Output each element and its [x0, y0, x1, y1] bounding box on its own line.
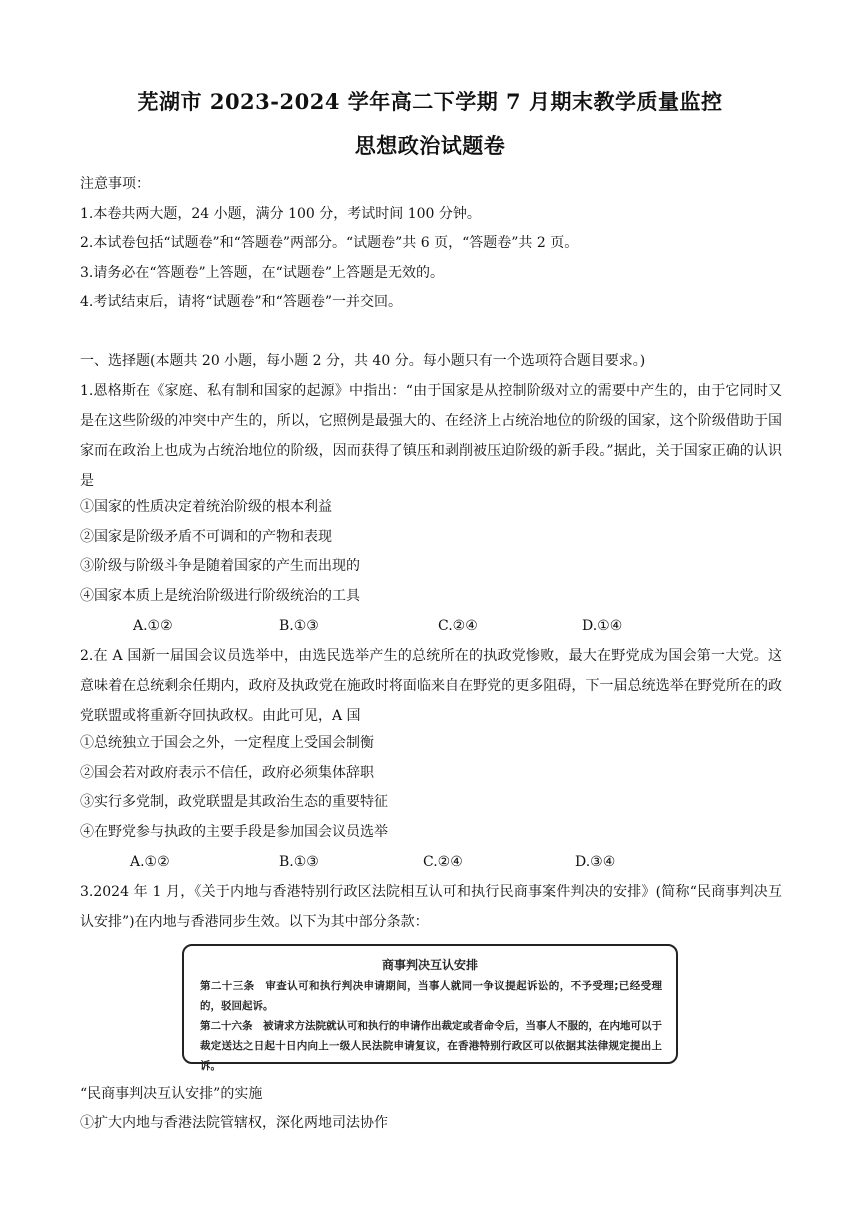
- question-2-options: [0, 852, 860, 872]
- notice-heading: 注意事项：: [80, 176, 150, 192]
- question-3-stem: 3.2024 年 1 月，《关于内地与香港特别行政区法院相互认可和执行民商事案件判决的安排》(简称“民商事判决互认安排”)在内地与香港同步生效。以下为其中部分条款：: [80, 884, 782, 930]
- notice-item: 2.本试卷包括“试题卷”和“答题卷”两部分。“试题卷”共 6 页，“答题卷”共 2 页。: [80, 235, 579, 251]
- option-b[interactable]: B.①③: [279, 854, 319, 870]
- question-2-stem: 2.在 A 国新一届国会议员选举中，由选民选举产生的总统所在的执政党惨败，最大在野党成为国会第一大党。这意味着在总统剩余任期内，政府及执政党在施政时将面临来自在野党的更多阻碍，下一届总统选举在野党所在的政党联盟或将重新夺回执政权。由此可见，A 国: [80, 648, 782, 724]
- question-1-options: [0, 616, 860, 636]
- notice-item: 4.考试结束后，请将“试题卷”和“答题卷”一并交回。: [80, 294, 402, 310]
- option-d[interactable]: D.①④: [582, 618, 623, 634]
- option-c[interactable]: C.②④: [423, 854, 463, 870]
- option-a[interactable]: A.①②: [133, 618, 173, 634]
- notice-item: 1.本卷共两大题，24 小题，满分 100 分，考试时间 100 分钟。: [80, 206, 481, 222]
- excerpt-article-26: 第二十六条 被请求方法院就认可和执行的申请作出裁定或者命令后，当事人不服的，在内地可以于裁定送达之日起十日内向上一级人民法院申请复议，在香港特别行政区可以依据其法律规定提出上诉。: [200, 1020, 662, 1072]
- question-3-lead: “民商事判决互认安排”的实施: [80, 1086, 263, 1102]
- option-d[interactable]: D.③④: [575, 854, 616, 870]
- option-b[interactable]: B.①③: [279, 618, 319, 634]
- page-title: 芜湖市 2023-2024 学年高二下学期 7 月期末教学质量监控: [137, 89, 723, 114]
- option-a[interactable]: A.①②: [130, 854, 170, 870]
- notice-item: 3.请务必在“答题卷”上答题，在“试题卷”上答题是无效的。: [80, 265, 444, 281]
- question-2-item: ②国会若对政府表示不信任，政府必须集体辞职: [80, 765, 374, 781]
- page-subtitle: 思想政治试题卷: [354, 133, 506, 158]
- question-1-item: ③阶级与阶级斗争是随着国家的产生而出现的: [80, 558, 360, 574]
- question-2-item: ①总统独立于国会之外，一定程度上受国会制衡: [80, 735, 374, 751]
- excerpt-article-23: 第二十三条 审查认可和执行判决申请期间，当事人就同一争议提起诉讼的，不予受理;已经受理的，驳回起诉。: [200, 980, 662, 1012]
- legal-excerpt-box: [182, 944, 678, 1072]
- section-heading: 一、选择题(本题共 20 小题，每小题 2 分，共 40 分。每小题只有一个选项符合题目要求。): [80, 353, 646, 369]
- question-2-item: ③实行多党制，政党联盟是其政治生态的重要特征: [80, 794, 388, 810]
- question-1-stem: 1.恩格斯在《家庭、私有制和国家的起源》中指出：“由于国家是从控制阶级对立的需要中产生的，由于它同时又是在这些阶级的冲突中产生的，所以，它照例是最强大的、在经济上占统治地位的阶级的国家，这个阶级借助于国家而在政治上也成为占统治地位的阶级，因而获得了镇压和剥削被压迫阶级的新手段。”据此，关于国家正确的认识是: [80, 383, 782, 489]
- question-1-item: ④国家本质上是统治阶级进行阶级统治的工具: [80, 588, 360, 604]
- question-1-item: ①国家的性质决定着统治阶级的根本利益: [80, 499, 332, 515]
- question-2-item: ④在野党参与执政的主要手段是参加国会议员选举: [80, 824, 388, 840]
- question-1-item: ②国家是阶级矛盾不可调和的产物和表现: [80, 529, 332, 545]
- excerpt-title: 商事判决互认安排: [381, 958, 478, 972]
- question-3-item: ①扩大内地与香港法院管辖权，深化两地司法协作: [80, 1115, 388, 1131]
- option-c[interactable]: C.②④: [438, 618, 478, 634]
